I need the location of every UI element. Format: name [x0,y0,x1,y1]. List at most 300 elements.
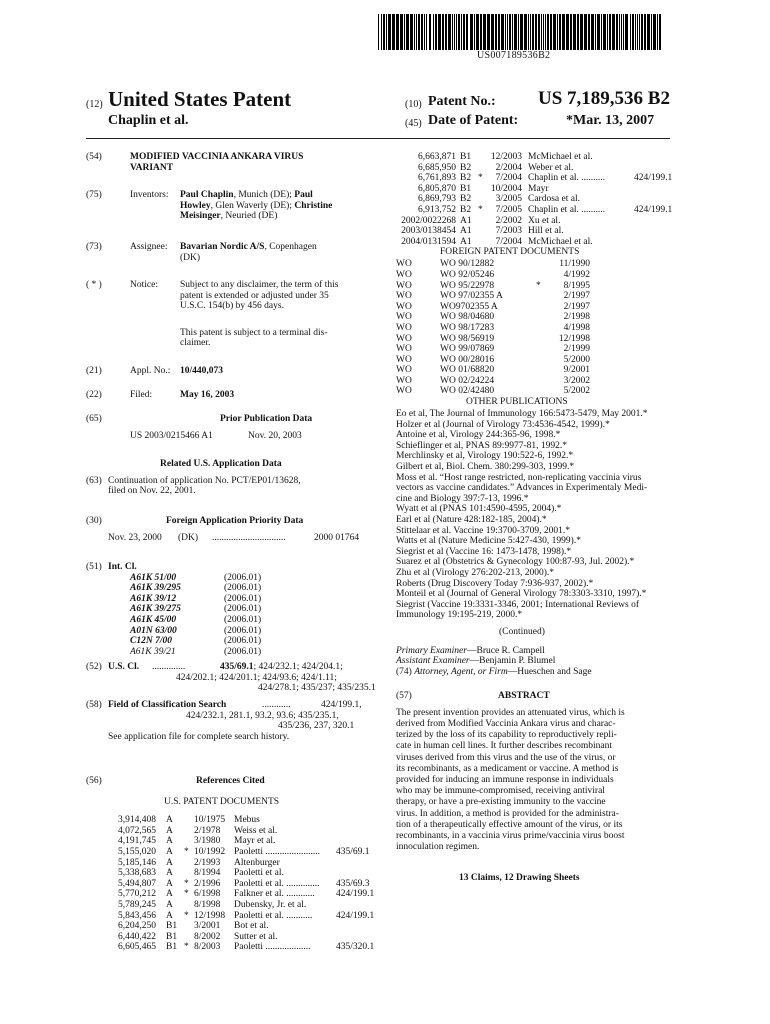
attorney-name: —Hueschen and Sage [507,666,592,677]
barcode-bar [396,14,399,50]
doc-name: Paoletti et al. ........... [234,910,313,921]
barcode-bar [607,14,608,50]
barcode-bar [474,14,475,50]
doc-class: 435/69.3 [336,878,370,889]
barcode-bar [524,14,527,50]
foreign-number: WO 01/68820 [440,365,495,376]
foreign-date: 2/1999 [563,344,590,355]
foreign-doc-row [396,302,676,313]
foreign-country: WO [396,354,412,365]
barcode-bar [498,14,500,50]
foreign-doc-row [396,259,676,270]
doc-date: 7/2004 [495,173,522,184]
abstract-text: virus. In addition, a method is provided for the administra- [396,808,619,819]
doc-number: 6,685,950 [418,162,456,173]
barcode-bar [424,14,425,50]
doc-date: 7/2005 [495,204,522,215]
foreign-doc-row [396,281,676,292]
other-publication-line [396,420,676,431]
barcode-bar [535,14,537,50]
publication-text: Holzer et al (Journal of Virology 73:4536-4542, 1999).* [396,419,610,430]
code-30: (30) [86,516,102,526]
us-patent-doc-row [396,237,676,248]
foreign-country: WO [396,301,412,312]
barcode-bar [507,14,508,50]
foreign-date: 2/1997 [563,301,590,312]
int-cl-class: A61K 39/12 [130,593,177,604]
other-publication-line [396,568,676,579]
int-cl-row [86,583,376,594]
us-patent-doc-row [86,836,376,847]
foreign-date: 5/2002 [563,386,590,397]
doc-kind: A [166,815,173,826]
abstract-text: tion of a therapeutically effective amount of the virus, or its [396,819,623,830]
us-patent-doc-row [396,216,676,227]
barcode-bar [456,14,457,50]
other-publication-line [396,409,676,420]
doc-kind: A1 [460,226,472,237]
doc-name: Hill et al. [528,226,564,237]
filed-date-value: May 16, 2003 [180,390,235,400]
filed-date [86,390,376,401]
us-cl-line-1: ; 424/232.1; 424/204.1; [253,662,343,672]
abstract-title: ABSTRACT [498,691,550,702]
foreign-priority [86,516,376,543]
barcode-bar [644,14,646,50]
foreign-priority-country: (DK) [178,532,199,543]
barcode-bar [532,14,534,50]
doc-class: 424/199.1 [336,910,375,921]
doc-number: 5,789,245 [118,899,156,910]
abstract-text: innoculation regimen. [396,842,480,853]
other-publications-title: OTHER PUBLICATIONS [466,397,568,408]
foreign-doc-row [396,323,676,334]
us-patent-doc-row [396,184,676,195]
doc-kind: A1 [460,215,472,226]
barcode-bar [597,14,600,50]
foreign-number: WO 92/05246 [440,269,495,280]
doc-number: 2002/0022268 [401,215,456,226]
int-cl-row [86,636,376,647]
publication-text: Siegrist et al (Vaccine 16: 1473-1478, 1998).* [396,546,572,557]
us-patent-doc-row [396,194,676,205]
inventor-1-loc: , Munich (DE); [233,190,295,200]
publication-text: Moss et al. “Host range restricted, non-replicating vaccinia virus [396,472,642,483]
foreign-priority-number: 2000 01764 [314,532,360,543]
code-52: (52) [86,662,102,672]
barcode-bar [584,14,587,50]
code-21: (21) [86,366,102,376]
date-of-patent-label: Date of Patent: [428,113,519,128]
barcode-bar [609,14,611,50]
doc-kind: A [166,836,173,847]
doc-date: 7/2004 [495,236,522,247]
field-search-line-4: See application file for complete search history. [108,731,290,742]
doc-star: * [478,204,483,215]
barcode-bar [470,14,473,50]
barcode-bar [588,14,590,50]
foreign-country: WO [396,269,412,280]
code-58: (58) [86,700,102,710]
doc-kind: A [166,910,173,921]
us-patent-doc-row [86,879,376,890]
barcode-bar [639,14,640,50]
abstract-line [396,820,676,831]
code-57: (57) [396,691,412,702]
int-cl-label: Int. Cl. [108,562,137,572]
assignee-country: (DK) [180,252,201,263]
barcode-bar [392,14,395,50]
code-65: (65) [86,414,102,424]
abstract-line [396,786,676,797]
foreign-number: WO 99/07869 [440,344,495,355]
doc-number: 6,204,250 [118,921,156,932]
doc-number: 6,663,871 [418,152,456,162]
foreign-priority-dots: ............................... [212,532,286,543]
doc-date: 2/1978 [194,825,221,836]
doc-date: 2/1996 [194,878,221,889]
notice-line-4: This patent is subject to a terminal dis- [180,327,328,338]
abstract-text: terized by the loss of its capability to reproductively repli- [396,730,617,741]
doc-name: Mayr et al. [234,836,276,847]
barcode-bar [619,14,620,50]
barcode-bar [448,14,451,50]
patent-number-label: Patent No.: [428,94,496,109]
other-publication-line [396,483,676,494]
doc-name: Sutter et al. [234,931,278,942]
doc-kind: A1 [460,236,472,247]
foreign-date: 12/1998 [558,333,590,344]
barcode-bar [421,14,423,50]
int-cl-version: (2006.01) [224,614,262,625]
field-search-line-1: 424/199.1, [321,700,362,710]
us-patent-doc-row [86,815,376,826]
us-cl-section [86,662,376,694]
barcode-bar [426,14,427,50]
doc-date: 10/2004 [490,183,522,194]
foreign-number: WO 02/24224 [440,375,495,386]
abstract-text: provided for inducing an immune response in individuals [396,775,614,786]
other-publication-line [396,589,676,600]
publication-text: Roberts (Drug Discovery Today 7:936-937, 2002).* [396,578,594,589]
doc-date: 2/1993 [194,857,221,868]
int-cl-version: (2006.01) [224,593,262,604]
barcode-bar [461,14,462,50]
doc-name: Paoletti ................... [234,942,311,953]
doc-kind: B1 [460,183,472,194]
foreign-number: WO 98/04680 [440,312,495,323]
notice-line-1: Subject to any disclaimer, the term of this [180,280,339,290]
assistant-examiner-name: —Benjamin P. Blumel [469,656,556,667]
doc-number: 6,605,465 [118,942,156,953]
foreign-date: 11/1990 [559,259,590,270]
patent-number: US 7,189,536 B2 [538,88,670,109]
doc-kind: A [166,868,173,879]
publication-text: Schieflinger et al, PNAS 89:9977-81, 1992.* [396,440,567,451]
int-cl-class: A61K 51/00 [130,572,177,583]
us-patent-doc-row [86,921,376,932]
us-cl-main: 435/69.1 [220,662,254,672]
claims-summary: 13 Claims, 12 Drawing Sheets [459,873,580,884]
barcode-bar [612,14,615,50]
foreign-date: 2/1997 [563,291,590,302]
foreign-number: WO 98/56919 [440,333,495,344]
publication-text: Watts et al (Nature Medicine 5:427-430, 1999).* [396,536,581,547]
doc-number: 6,805,870 [418,183,456,194]
assignee-label: Assignee: [130,242,168,252]
barcode-bar [480,14,482,50]
doc-kind: B1 [166,931,178,942]
barcode-bar [651,14,652,50]
doc-star: * [184,942,189,953]
doc-class: 424/199.1 [634,204,673,215]
int-cl-version: (2006.01) [224,625,262,636]
notice-line-3: U.S.C. 154(b) by 456 days. [180,301,284,312]
doc-kind: A [166,878,173,889]
foreign-country: WO [396,365,412,376]
int-cl-version: (2006.01) [224,636,262,647]
barcode-bar [573,14,576,50]
filed-label: Filed: [130,390,153,400]
foreign-country: WO [396,280,412,291]
barcode-bar [530,14,531,50]
prior-pub-number: US 2003/0215466 A1 [130,430,213,441]
foreign-doc-row [396,334,676,345]
barcode-bar [414,14,415,50]
doc-kind: B2 [460,204,472,215]
doc-kind: B1 [460,152,472,162]
int-cl-row [86,573,376,584]
code-73: (73) [86,242,102,252]
related-title: Related U.S. Application Data [160,459,282,469]
doc-class: 435/69.1 [336,846,370,857]
code-10: (10) [405,99,422,110]
foreign-date: 9/2001 [563,365,590,376]
inventor-3-last: Meisinger [180,211,221,222]
abstract-text: recombinants, in a vaccinia virus prime/vaccinia virus boost [396,830,625,841]
other-publication-line [396,473,676,484]
foreign-number: WO 00/28016 [440,354,495,365]
barcode-bar [553,14,556,50]
doc-class: 424/199.1 [634,173,673,184]
us-patent-doc-row [86,900,376,911]
foreign-date: 2/1998 [563,312,590,323]
doc-name: Cardosa et al. [528,194,580,205]
int-cl-row [86,615,376,626]
barcode-bar [520,14,523,50]
barcode-bar [550,14,552,50]
barcode-bar [528,14,529,50]
us-patent-doc-row [86,847,376,858]
continued-note: (Continued) [499,626,545,637]
doc-number: 2003/0138454 [401,226,456,237]
header-rule [86,138,670,139]
barcode-bar [538,14,540,50]
doc-name: Paoletti et al. .............. [234,878,320,889]
barcode-bar [418,14,420,50]
doc-number: 3,914,408 [118,815,156,826]
doc-kind: B1 [166,942,178,953]
doc-kind: A [166,899,173,910]
barcode-bar [518,14,519,50]
doc-number: 4,191,745 [118,836,156,847]
doc-kind: B1 [166,921,178,932]
doc-star: * [184,878,189,889]
doc-date: 10/1975 [194,815,226,826]
doc-name: Xu et al. [528,215,561,226]
notice-label: Notice: [130,280,158,290]
doc-number: 2004/0131594 [401,236,456,247]
us-patent-doc-row [86,932,376,943]
foreign-star: * [536,280,541,291]
other-publication-line [396,494,676,505]
barcode-bar [514,14,517,50]
other-publication-line [396,504,676,515]
barcode-bar [635,14,636,50]
barcode-bar [410,14,413,50]
doc-star: * [478,173,483,184]
inventors-section [86,190,376,222]
barcode-bar [566,14,569,50]
barcode-bar [541,14,542,50]
foreign-country: WO [396,312,412,323]
doc-date: 12/1998 [194,910,226,921]
barcode-bar [647,14,650,50]
foreign-doc-row [396,344,676,355]
doc-date: 2/2002 [495,215,522,226]
us-docs-continued [396,152,676,884]
barcode-bar [491,14,494,50]
barcode-bar [659,14,661,50]
doc-number: 5,338,683 [118,868,156,879]
barcode-bar [466,14,468,50]
notice-line-5: claimer. [180,338,211,349]
publication-number: US007189536B2 [477,50,551,61]
barcode-bar [509,14,511,50]
doc-name: Weber et al. [528,162,574,173]
continuation-line-1: Continuation of application No. PCT/EP01/13628, [108,475,301,486]
publication-text: cine and Biology 397:7-13, 1996.* [396,493,529,504]
barcode-bar [495,14,497,50]
doc-class: 435/320.1 [336,942,375,953]
publication-text: Gilbert et al, Biol. Chem. 380:299-303, 1999.* [396,462,575,473]
int-cl-version: (2006.01) [224,572,262,583]
document-type: United States Patent [108,87,292,111]
other-publication-line [396,547,676,558]
foreign-country: WO [396,386,412,397]
other-publication-line [396,462,676,473]
barcode-bar [616,14,618,50]
foreign-number: WO 02/42480 [440,386,495,397]
publication-text: Suarez et al (Obstetrics & Gynecology 100:87-93, Jul. 2002).* [396,557,635,568]
barcode-bar [383,14,385,50]
barcode-bar [442,14,444,50]
abstract-line [396,741,676,752]
int-cl-version: (2006.01) [224,583,262,594]
publication-text: Merchlinsky et al, Virology 190:522-6, 1992.* [396,451,574,462]
int-cl-section [86,562,376,657]
doc-name: Dubensky, Jr. et al. [234,899,307,910]
us-patent-doc-row [396,152,676,163]
foreign-country: WO [396,322,412,333]
references-title: References Cited [196,776,265,786]
doc-kind: A [166,846,173,857]
abstract-line [396,764,676,775]
doc-name: McMichael et al. [528,152,593,162]
doc-star: * [184,910,189,921]
publication-text: Zhu et al (Virology 276:202-213, 2000).* [396,567,555,578]
int-cl-class: A61K 45/00 [130,614,177,625]
doc-number: 5,843,456 [118,910,156,921]
code-74: (74) [396,666,412,677]
us-patent-doc-row [86,826,376,837]
int-cl-row [86,594,376,605]
barcode-bar [404,14,405,50]
barcode-bar [483,14,486,50]
barcode-bar [641,14,643,50]
doc-kind: A [166,889,173,900]
doc-kind: B2 [460,162,472,173]
doc-name: Paoletti et al. [234,868,284,879]
us-cl-dots: .............. [152,662,186,672]
appl-no-label: Appl. No.: [130,366,171,376]
publication-text: Stittelaar et al. Vaccine 19:3700-3709, 2001.* [396,525,570,536]
publication-text: Eo et al, The Journal of Immunology 166:5473-5479, May 2001.* [396,409,648,420]
us-patent-doc-row [86,911,376,922]
doc-date: 8/2002 [194,931,221,942]
abstract-text: viruses derived from this virus and the use of the virus, or [396,752,616,763]
barcode-bar [625,14,628,50]
doc-name: Falkner et al. ............ [234,889,315,900]
appl-no-value: 10/440,073 [180,366,224,376]
barcode-bar [653,14,656,50]
attorney-label: Attorney, Agent, or Firm [414,666,508,677]
publication-text: Antoine et al, Virology 244:365-96, 1998.* [396,430,561,441]
publication-text: vectors as vaccine candidates.” Advances in Experimentaly Medi- [396,483,648,494]
date-of-patent: *Mar. 13, 2007 [566,113,655,128]
barcode-bar [487,14,490,50]
other-publication-line [396,600,676,611]
barcode-bar [601,14,602,50]
prior-publication [86,414,376,441]
doc-date: 8/1998 [194,899,221,910]
us-patent-doc-row [396,205,676,216]
primary-examiner-name: —Bruce R. Campell [466,645,545,656]
foreign-doc-row [396,312,676,323]
int-cl-version: (2006.01) [224,646,262,657]
doc-date: 8/2003 [194,942,221,953]
notice-section [86,280,376,349]
doc-name: Mebus [234,815,260,826]
us-patent-doc-row [396,226,676,237]
doc-kind: B2 [460,194,472,205]
us-cl-label: U.S. Cl. [108,662,140,672]
barcode-bar [429,14,431,50]
inventor-2-first: Paul [294,190,313,200]
doc-kind: B2 [460,173,472,184]
related-application [86,459,376,497]
barcode-bar [452,14,453,50]
doc-date: 8/1994 [194,868,221,879]
foreign-date: 4/1992 [563,269,590,280]
us-patent-doc-row [86,868,376,879]
other-publication-line [396,441,676,452]
assistant-examiner-label: Assistant Examiner [396,656,470,667]
field-search-line-2: 424/232.1, 281.1, 93.2, 93.6; 435/235.1, [186,710,339,721]
foreign-date: 3/2002 [563,375,590,386]
abstract-text: The present invention provides an attenuated virus, which is [396,707,625,718]
inventor-2-last: Howley [180,200,211,211]
